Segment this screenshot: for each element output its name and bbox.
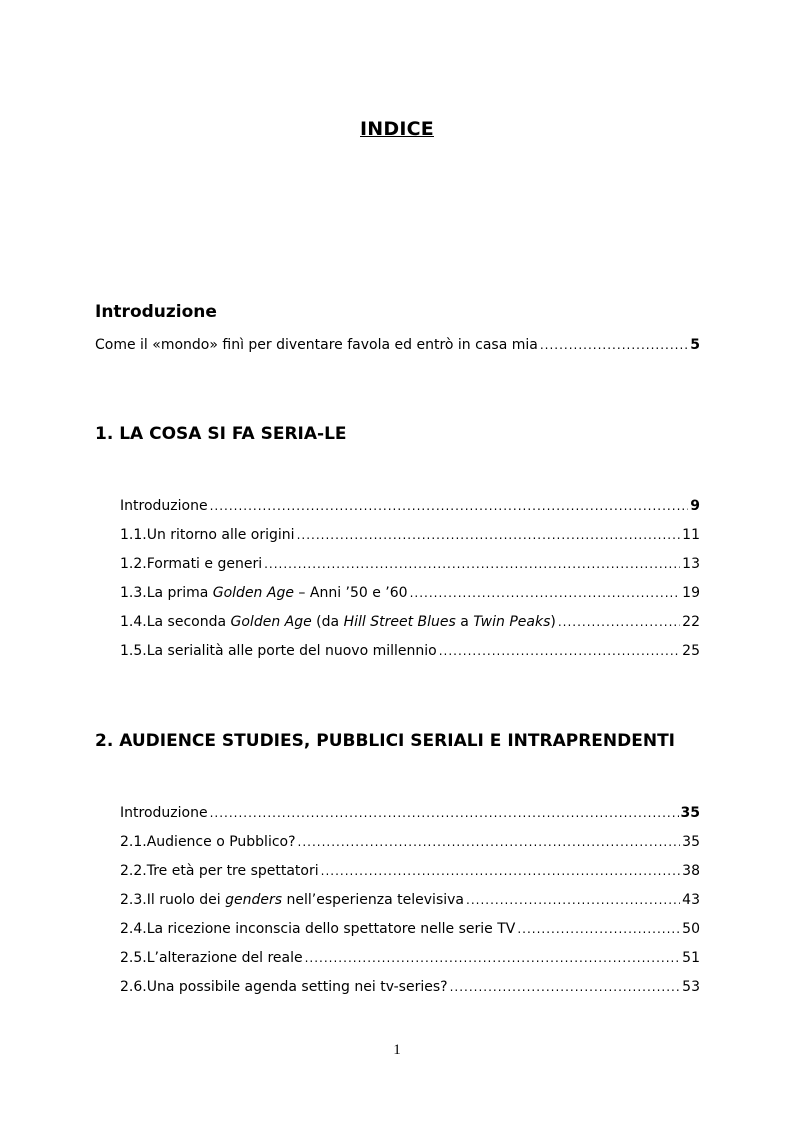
toc-leader-dots xyxy=(264,557,680,571)
toc-entry-number: 2.1. xyxy=(120,834,147,850)
toc-leader-dots xyxy=(450,980,681,994)
toc-entry-number: 1.4. xyxy=(120,614,147,630)
toc-leader-dots xyxy=(210,806,679,820)
toc-entry-page: 9 xyxy=(690,498,700,514)
toc-entry-number: 1.3. xyxy=(120,585,147,601)
toc-leader-dots xyxy=(321,864,681,878)
toc-leader-dots xyxy=(466,893,680,907)
chapter-1-heading: 1. LA COSA SI FA SERIA-LE xyxy=(95,424,347,444)
toc-entry-page: 19 xyxy=(682,585,700,601)
toc-leader-dots xyxy=(297,528,681,542)
toc-entry-number: 1.1. xyxy=(120,527,147,543)
toc-entry-label: La prima Golden Age – Anni ’50 e ’60 xyxy=(146,585,408,601)
toc-entry-number: 1.5. xyxy=(120,643,147,659)
toc-entry-page: 53 xyxy=(682,979,700,995)
toc-entry[interactable] xyxy=(120,834,700,854)
toc-entry[interactable] xyxy=(120,498,700,518)
toc-leader-dots xyxy=(439,644,680,658)
toc-entry-page: 5 xyxy=(690,337,700,353)
toc-entry[interactable] xyxy=(120,585,700,605)
toc-entry[interactable] xyxy=(120,614,700,634)
chapter-2-heading: 2. AUDIENCE STUDIES, PUBBLICI SERIALI E INTRAPRENDENTI xyxy=(95,731,675,751)
toc-entry[interactable] xyxy=(120,892,700,912)
toc-entry-label: L’alterazione del reale xyxy=(146,950,303,966)
toc-entry-label: Una possibile agenda setting nei tv-series? xyxy=(146,979,448,995)
toc-entry-number: 2.4. xyxy=(120,921,147,937)
page-title: INDICE xyxy=(360,118,434,140)
toc-entry-label: La serialità alle porte del nuovo millennio xyxy=(146,643,437,659)
toc-entry[interactable] xyxy=(120,921,700,941)
toc-entry-page: 22 xyxy=(682,614,700,630)
page-number: 1 xyxy=(393,1042,401,1058)
toc-entry-label: Un ritorno alle origini xyxy=(146,527,295,543)
toc-entry-page: 13 xyxy=(682,556,700,572)
intro-heading: Introduzione xyxy=(95,302,217,322)
toc-entry[interactable] xyxy=(120,863,700,883)
toc-entry[interactable] xyxy=(120,805,700,825)
toc-leader-dots xyxy=(210,499,689,513)
toc-entry-page: 25 xyxy=(682,643,700,659)
toc-entry-page: 11 xyxy=(682,527,700,543)
toc-leader-dots xyxy=(305,951,681,965)
toc-entry[interactable] xyxy=(120,979,700,999)
toc-leader-dots xyxy=(540,338,688,352)
toc-leader-dots xyxy=(558,615,680,629)
toc-entry-number: 2.5. xyxy=(120,950,147,966)
toc-entry-label: Introduzione xyxy=(120,498,208,514)
toc-entry-page: 35 xyxy=(682,834,700,850)
toc-entry-number: 1.2. xyxy=(120,556,147,572)
toc-entry-label: Come il «mondo» finì per diventare favola ed entrò in casa mia xyxy=(95,337,538,353)
toc-leader-dots xyxy=(298,835,681,849)
toc-entry-page: 43 xyxy=(682,892,700,908)
toc-entry[interactable] xyxy=(120,527,700,547)
toc-entry-label: Introduzione xyxy=(120,805,208,821)
toc-entry[interactable] xyxy=(120,950,700,970)
toc-entry-label: Audience o Pubblico? xyxy=(146,834,296,850)
toc-entry-number: 2.2. xyxy=(120,863,147,879)
toc-leader-dots xyxy=(410,586,681,600)
toc-entry-page: 50 xyxy=(682,921,700,937)
toc-entry-number: 2.3. xyxy=(120,892,147,908)
toc-entry-label: Formati e generi xyxy=(146,556,263,572)
toc-entry-label: La seconda Golden Age (da Hill Street Blues a Twin Peaks) xyxy=(146,614,556,630)
toc-entry[interactable] xyxy=(120,556,700,576)
toc-entry[interactable] xyxy=(120,643,700,663)
toc-entry-label: Tre età per tre spettatori xyxy=(146,863,319,879)
toc-entry-page: 35 xyxy=(680,805,700,821)
toc-entry-page: 51 xyxy=(682,950,700,966)
toc-entry-page: 38 xyxy=(682,863,700,879)
toc-entry-label: La ricezione inconscia dello spettatore nelle serie TV xyxy=(146,921,516,937)
toc-entry-number: 2.6. xyxy=(120,979,147,995)
toc-entry-intro[interactable] xyxy=(95,337,700,357)
toc-leader-dots xyxy=(517,922,680,936)
toc-entry-label: Il ruolo dei genders nell’esperienza televisiva xyxy=(146,892,464,908)
